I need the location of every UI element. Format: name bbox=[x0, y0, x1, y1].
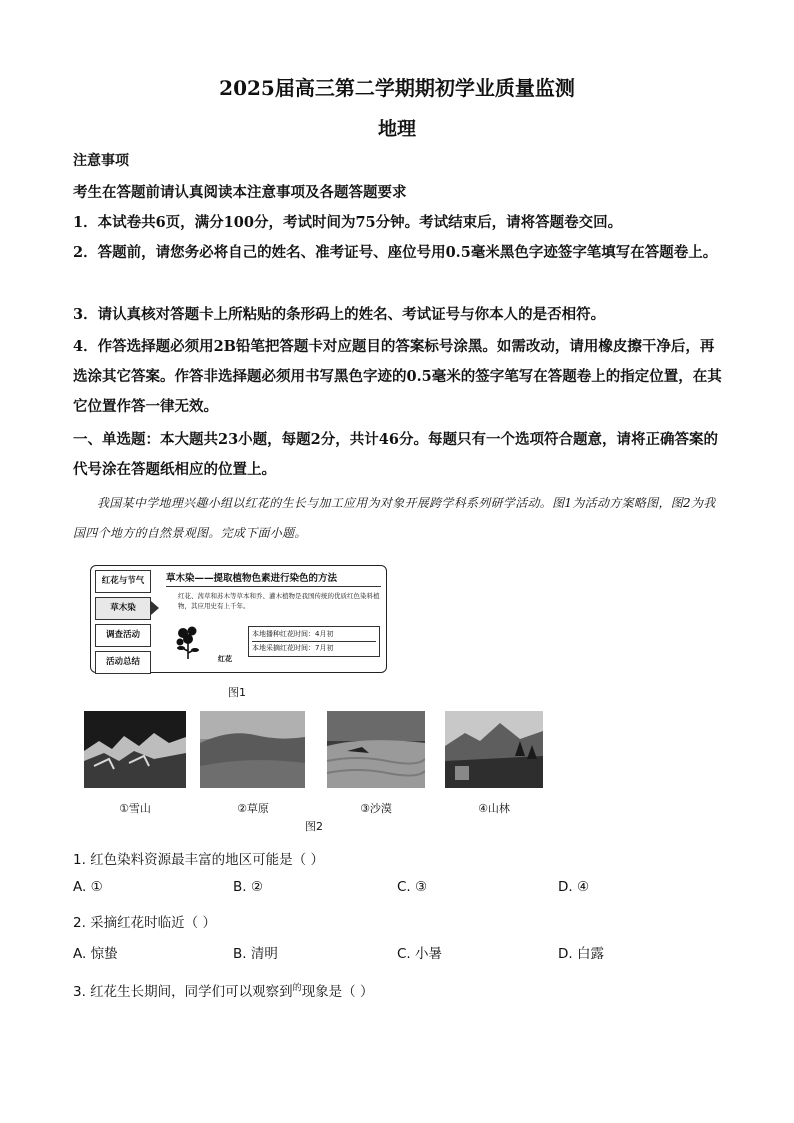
flower-label: 红花 bbox=[218, 655, 232, 663]
content-text: 红花、茜草和苏木等草本和乔、灌木植物是我国传统的优质红色染料植物，其应用史有上千年。 bbox=[178, 592, 380, 610]
figure-1-content bbox=[166, 570, 381, 666]
photo-snow-mountain bbox=[84, 711, 186, 788]
q2-option-a: A. 惊蛰 bbox=[73, 946, 118, 962]
notice-line-3: 3．请认真核对答题卡上所粘贴的条形码上的姓名、考试证号与你本人的是否相符。 bbox=[73, 306, 606, 323]
safflower-icon bbox=[174, 625, 202, 661]
menu-item-1: 草木染 bbox=[95, 597, 151, 620]
photo-desert bbox=[327, 711, 425, 788]
menu-item-2: 调查活动 bbox=[95, 624, 151, 647]
time-box bbox=[248, 626, 380, 657]
notice-line-0: 考生在答题前请认真阅读本注意事项及各题答题要求 bbox=[73, 184, 407, 201]
q1-option-c: C. ③ bbox=[397, 879, 428, 895]
menu-item-3: 活动总结 bbox=[95, 651, 151, 674]
exam-subject: 地理 bbox=[377, 118, 416, 140]
sow-time: 本地播种红花时间：4月初 bbox=[252, 630, 334, 638]
q1-option-b: B. ② bbox=[233, 879, 263, 895]
photo-label-2: ③沙漠 bbox=[360, 802, 392, 815]
photo-mountain-forest bbox=[445, 711, 543, 788]
photo-label-0: ①雪山 bbox=[119, 802, 151, 815]
q1-option-a: A. ① bbox=[73, 879, 103, 895]
notice-line-4: 4．作答选择题必须用2B铅笔把答题卡对应题目的答案标号涂黑。如需改动，请用橡皮擦干净后，再选涂其它答案。作答非选择题必须用书写黑色字迹的0.5毫米的签字笔写在答题卷上的指定位置，在其它位置作答一律无效。 bbox=[73, 338, 722, 415]
menu-item-0: 红花与节气 bbox=[95, 570, 151, 593]
activity-menu bbox=[95, 570, 151, 678]
q3-stem-main: 3. 红花生长期间，同学们可以观察到 bbox=[73, 984, 293, 1000]
q1-option-d: D. ④ bbox=[558, 879, 590, 895]
section-heading: 一、单选题：本大题共23小题，每题2分，共计46分。每题只有一个选项符合题意，请将正确答案的代号涂在答题纸相应的位置上。 bbox=[73, 431, 718, 478]
question-1-stem: 1. 红色染料资源最丰富的地区可能是（ ） bbox=[73, 852, 324, 868]
pick-time: 本地采摘红花时间：7月初 bbox=[252, 644, 334, 652]
q2-option-b: B. 清明 bbox=[233, 946, 278, 962]
exam-title: 2025届高三第二学期期初学业质量监测 bbox=[219, 76, 575, 100]
figure-1 bbox=[90, 565, 387, 673]
notice-line-2: 2．答题前，请您务必将自己的姓名、准考证号、座位号用0.5毫米黑色字迹签字笔填写在答题卷上。 bbox=[73, 244, 718, 261]
photo-label-3: ④山林 bbox=[478, 802, 510, 815]
q3-stem-tail: 现象是（ ） bbox=[301, 984, 374, 1000]
figure-2-caption: 图2 bbox=[305, 820, 323, 833]
photo-grassland bbox=[200, 711, 305, 788]
q2-option-c: C. 小暑 bbox=[397, 946, 443, 962]
content-title: 草木染——提取植物色素进行染色的方法 bbox=[166, 570, 381, 587]
figure-1-caption: 图1 bbox=[228, 686, 246, 699]
photo-label-1: ②草原 bbox=[237, 802, 269, 815]
question-3-stem bbox=[73, 980, 373, 1000]
q3-stem-small: 的 bbox=[292, 983, 302, 994]
q2-option-d: D. 白露 bbox=[558, 946, 604, 962]
notice-heading: 注意事项 bbox=[73, 153, 129, 169]
notice-line-1: 1．本试卷共6页，满分100分，考试时间为75分钟。考试结束后，请将答题卷交回。 bbox=[73, 214, 623, 231]
intro-paragraph: 我国某中学地理兴趣小组以红花的生长与加工应用为对象开展跨学科系列研学活动。图1为活动方案略图，图2为我国四个地方的自然景观图。完成下面小题。 bbox=[73, 496, 716, 540]
question-2-stem: 2. 采摘红花时临近（ ） bbox=[73, 915, 216, 931]
